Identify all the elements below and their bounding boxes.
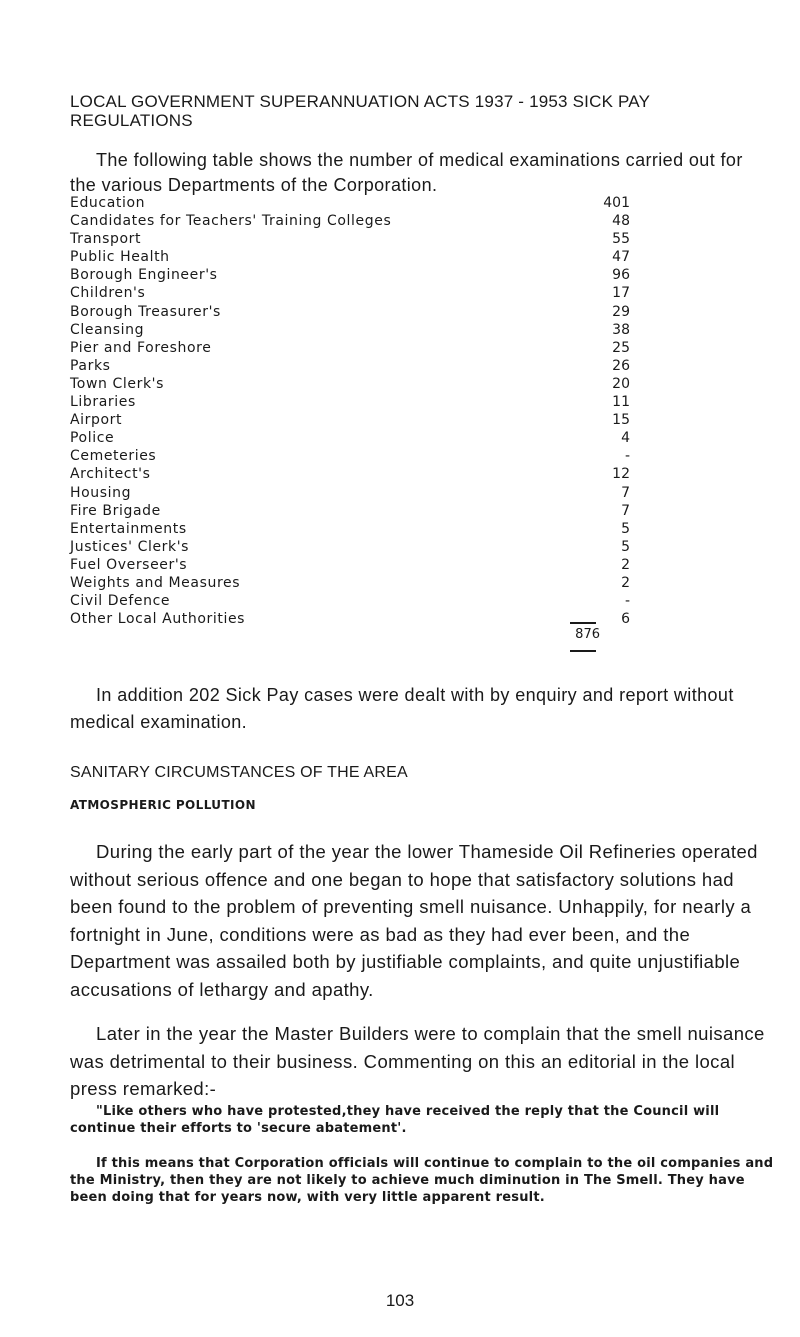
department-count: 11 xyxy=(612,394,630,411)
page-number: 103 xyxy=(385,1291,415,1310)
table-row xyxy=(70,284,630,302)
department-count: 401 xyxy=(603,195,630,211)
department-name: Education xyxy=(70,195,146,211)
document-title: LOCAL GOVERNMENT SUPERANNUATION ACTS 1937 - 1953 SICK PAY REGULATIONS xyxy=(70,92,650,130)
department-count: 5 xyxy=(621,538,630,555)
table-row xyxy=(70,321,630,339)
department-name: Cemeteries xyxy=(70,448,157,465)
table-row xyxy=(70,429,630,447)
table-row xyxy=(70,339,630,357)
total-rule-bottom xyxy=(570,650,596,652)
table-row xyxy=(70,411,630,429)
department-name: Airport xyxy=(70,412,123,429)
department-count: 5 xyxy=(621,520,630,537)
table-row xyxy=(70,266,630,284)
table-row xyxy=(70,538,630,556)
department-count: 17 xyxy=(612,285,630,302)
department-name: Housing xyxy=(70,484,132,501)
department-count: 7 xyxy=(621,502,630,519)
department-name: Police xyxy=(70,430,115,447)
department-count: 96 xyxy=(612,267,630,284)
table-row xyxy=(70,248,630,266)
department-name: Town Clerk's xyxy=(70,375,164,392)
department-count: 2 xyxy=(621,556,630,573)
table-row xyxy=(70,447,630,465)
press-quote-1: "Like others who have protested,they have received the reply that the Council will continue their efforts to 'secure abatement'. xyxy=(70,1104,720,1136)
table-row xyxy=(70,230,630,248)
table-total: 876 xyxy=(575,627,600,642)
subheading-atmospheric-pollution: ATMOSPHERIC POLLUTION xyxy=(70,798,256,812)
department-name: Cleansing xyxy=(70,321,145,338)
department-count: 26 xyxy=(612,357,630,374)
table-row xyxy=(70,484,630,502)
department-count: - xyxy=(624,448,630,465)
department-count: 2 xyxy=(621,574,630,591)
section-heading-sanitary: SANITARY CIRCUMSTANCES OF THE AREA xyxy=(70,764,408,781)
department-name: Civil Defence xyxy=(70,593,171,610)
table-row xyxy=(70,610,630,628)
department-name: Other Local Authorities xyxy=(70,611,246,628)
total-rule-top xyxy=(570,622,596,624)
department-name: Public Health xyxy=(70,249,170,266)
table-row xyxy=(70,303,630,321)
table-row xyxy=(70,375,630,393)
department-name: Candidates for Teachers' Training Colleges xyxy=(70,213,392,230)
table-row xyxy=(70,194,630,212)
press-quote-2: If this means that Corporation officials will continue to complain to the oil companies and the Ministry, then they are not likely to achieve much diminution in The Smell. They have been doing that for years now, with very little apparent result. xyxy=(70,1156,774,1205)
department-count: 29 xyxy=(612,303,630,320)
department-count: 15 xyxy=(612,412,630,429)
department-count: 7 xyxy=(621,484,630,501)
department-name: Pier and Foreshore xyxy=(70,339,212,356)
table-row xyxy=(70,592,630,610)
paragraph-during: During the early part of the year the lower Thameside Oil Refineries operated without serious offence and one began to hope that satisfactory solutions had been found to the problem of preventing smell nuisance. Unhappily, for nearly a fortnight in June, conditions were as bad as they had ever been, and the Department was assailed both by justifiable complaints, and quite unjustifiable accusations of lethargy and apathy. xyxy=(70,841,758,1000)
department-count: 4 xyxy=(621,430,630,447)
table-row xyxy=(70,465,630,483)
table-row xyxy=(70,574,630,592)
table-row xyxy=(70,556,630,574)
department-count: 48 xyxy=(612,213,630,230)
department-name: Fuel Overseer's xyxy=(70,556,188,573)
department-count: 12 xyxy=(612,466,630,483)
table-row xyxy=(70,212,630,230)
department-name: Weights and Measures xyxy=(70,574,241,591)
table-row xyxy=(70,502,630,520)
department-name: Fire Brigade xyxy=(70,502,161,519)
department-name: Transport xyxy=(70,231,142,248)
table-row xyxy=(70,357,630,375)
examinations-table xyxy=(70,194,630,628)
department-count: 6 xyxy=(621,611,630,628)
paragraph-later: Later in the year the Master Builders were to complain that the smell nuisance was detrimental to their business. Commenting on this an editorial in the local press remarked:- xyxy=(70,1023,765,1099)
department-name: Architect's xyxy=(70,466,151,483)
department-count: 25 xyxy=(612,339,630,356)
table-row xyxy=(70,520,630,538)
addition-paragraph: In addition 202 Sick Pay cases were dealt with by enquiry and report without medical examination. xyxy=(70,685,734,732)
intro-paragraph xyxy=(70,148,770,198)
department-name: Children's xyxy=(70,285,146,302)
department-name: Borough Treasurer's xyxy=(70,303,221,320)
intro-text: The following table shows the number of medical examinations carried out for the various Departments of the Corporation. xyxy=(70,150,743,195)
department-count: 38 xyxy=(612,321,630,338)
department-name: Parks xyxy=(70,357,111,374)
department-name: Libraries xyxy=(70,394,136,411)
table-row xyxy=(70,393,630,411)
department-name: Justices' Clerk's xyxy=(70,538,190,555)
department-name: Borough Engineer's xyxy=(70,267,218,284)
department-name: Entertainments xyxy=(70,520,187,537)
department-count: 55 xyxy=(612,231,630,248)
department-count: 20 xyxy=(612,375,630,392)
department-count: - xyxy=(624,593,630,610)
department-count: 47 xyxy=(612,249,630,266)
